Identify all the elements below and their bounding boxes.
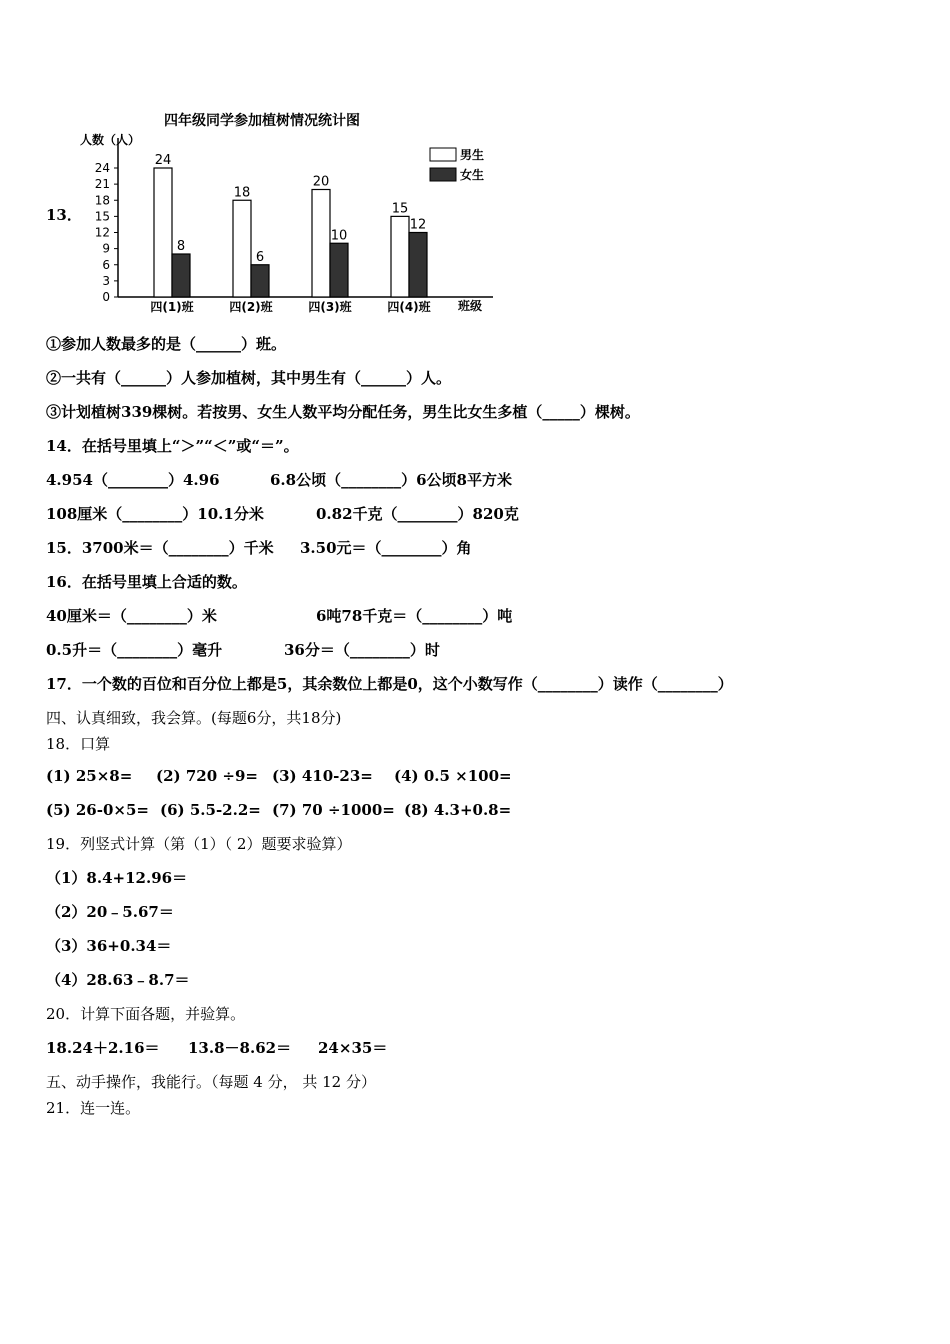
chart-x-label: 班级 xyxy=(458,299,483,313)
q16-title: 16．在括号里填上合适的数。 xyxy=(46,573,247,591)
x-category-label: 四(3)班 xyxy=(308,300,352,314)
bar-girls-3 xyxy=(330,243,348,297)
q13-sub2: ②一共有（______）人参加植树，其中男生有（______）人。 xyxy=(46,369,452,387)
q14-c: 108厘米（________）10.1分米 xyxy=(46,505,264,523)
bar-value-label: 18 xyxy=(233,185,251,201)
x-category-label: 四(2)班 xyxy=(229,300,273,314)
bar-girls-2 xyxy=(251,265,269,297)
x-category-label: 四(1)班 xyxy=(150,300,194,314)
q19-item-2: （2）20﹣5.67＝ xyxy=(46,903,174,921)
q13-sub1: ①参加人数最多的是（______）班。 xyxy=(46,335,287,353)
q14-d: 0.82千克（________）820克 xyxy=(316,505,519,523)
chart-title: 四年级同学参加植树情况统计图 xyxy=(164,113,360,129)
q20-item-3: 24×35＝ xyxy=(318,1039,388,1057)
q16-d: 36分＝（________）时 xyxy=(284,641,440,659)
q19-title: 19．列竖式计算（第（1）（ 2）题要求验算） xyxy=(46,835,352,853)
bar-value-label: 24 xyxy=(154,153,172,168)
bar-boys-3 xyxy=(312,190,330,298)
bar-chart xyxy=(78,108,498,318)
q18-item-3: (3) 410-23= xyxy=(272,767,373,785)
y-tick-label: 18 xyxy=(94,193,110,208)
bar-boys-4 xyxy=(391,216,409,297)
bar-value-label: 6 xyxy=(255,249,265,265)
x-category-label: 四(4)班 xyxy=(387,300,431,314)
bar-value-label: 20 xyxy=(312,174,330,190)
q16-c: 0.5升＝（________）毫升 xyxy=(46,641,223,659)
q15-b: 3.50元＝（________）角 xyxy=(300,539,472,557)
y-tick-label: 9 xyxy=(102,241,110,256)
q19-item-3: （3）36+0.34＝ xyxy=(46,937,172,955)
bar-boys-2 xyxy=(233,200,251,297)
legend-label-girls: 女生 xyxy=(460,168,485,182)
question-13-number: 13． xyxy=(46,206,82,224)
q18-item-5: (5) 26-0×5= xyxy=(46,801,149,819)
y-tick-label: 6 xyxy=(102,257,110,272)
q18-item-4: (4) 0.5 ×100= xyxy=(394,767,512,785)
q20-item-2: 13.8－8.62＝ xyxy=(188,1039,292,1057)
q18-item-6: (6) 5.5-2.2= xyxy=(160,801,261,819)
legend-swatch-boys xyxy=(430,148,456,161)
chart-y-label: 人数（人） xyxy=(80,133,141,147)
legend-label-boys: 男生 xyxy=(460,148,485,162)
q19-item-4: （4）28.63﹣8.7＝ xyxy=(46,971,190,989)
q18-item-1: (1) 25×8= xyxy=(46,767,133,785)
q16-b: 6吨78千克＝（________）吨 xyxy=(316,607,513,625)
q19-item-1: （1）8.4+12.96＝ xyxy=(46,869,188,887)
q18-title: 18．口算 xyxy=(46,735,111,753)
bar-boys-1 xyxy=(154,168,172,297)
y-tick-label: 12 xyxy=(94,225,110,240)
bar-value-label: 8 xyxy=(176,239,186,254)
q14-b: 6.8公顷（________）6公顷8平方米 xyxy=(270,471,512,489)
y-tick-label: 24 xyxy=(94,161,110,175)
q18-item-2: (2) 720 ÷9= xyxy=(156,767,258,785)
q17: 17．一个数的百位和百分位上都是5，其余数位上都是0，这个小数写作（________）读作（________） xyxy=(46,675,733,693)
y-tick-label: 15 xyxy=(94,209,110,224)
y-tick-label: 0 xyxy=(102,290,110,304)
y-tick-label: 21 xyxy=(94,177,110,192)
q14-title: 14．在括号里填上“＞”“＜”或“＝”。 xyxy=(46,437,299,455)
q13-sub3: ③计划植树339棵树。若按男、女生人数平均分配任务，男生比女生多植（_____）棵树。 xyxy=(46,403,640,421)
q21: 21．连一连。 xyxy=(46,1099,141,1117)
q14-a: 4.954（________）4.96 xyxy=(46,471,220,489)
q20-item-1: 18.24＋2.16＝ xyxy=(46,1039,160,1057)
y-tick-label: 3 xyxy=(102,273,110,288)
q16-a: 40厘米＝（________）米 xyxy=(46,607,217,625)
bar-value-label: 12 xyxy=(409,217,427,233)
bar-value-label: 10 xyxy=(330,228,348,244)
bar-girls-1 xyxy=(172,254,190,297)
bar-girls-4 xyxy=(409,233,427,298)
q15-a: 15．3700米＝（________）千米 xyxy=(46,539,274,557)
section-4-heading: 四、认真细致，我会算。(每题6分，共18分) xyxy=(46,709,342,727)
bar-value-label: 15 xyxy=(391,201,409,217)
section-5-heading: 五、动手操作，我能行。（每题 4 分， 共 12 分） xyxy=(46,1073,376,1091)
q20-title: 20．计算下面各题，并验算。 xyxy=(46,1005,246,1023)
q18-item-7: (7) 70 ÷1000= xyxy=(272,801,395,819)
q18-item-8: (8) 4.3+0.8= xyxy=(404,801,512,819)
legend-swatch-girls xyxy=(430,168,456,181)
